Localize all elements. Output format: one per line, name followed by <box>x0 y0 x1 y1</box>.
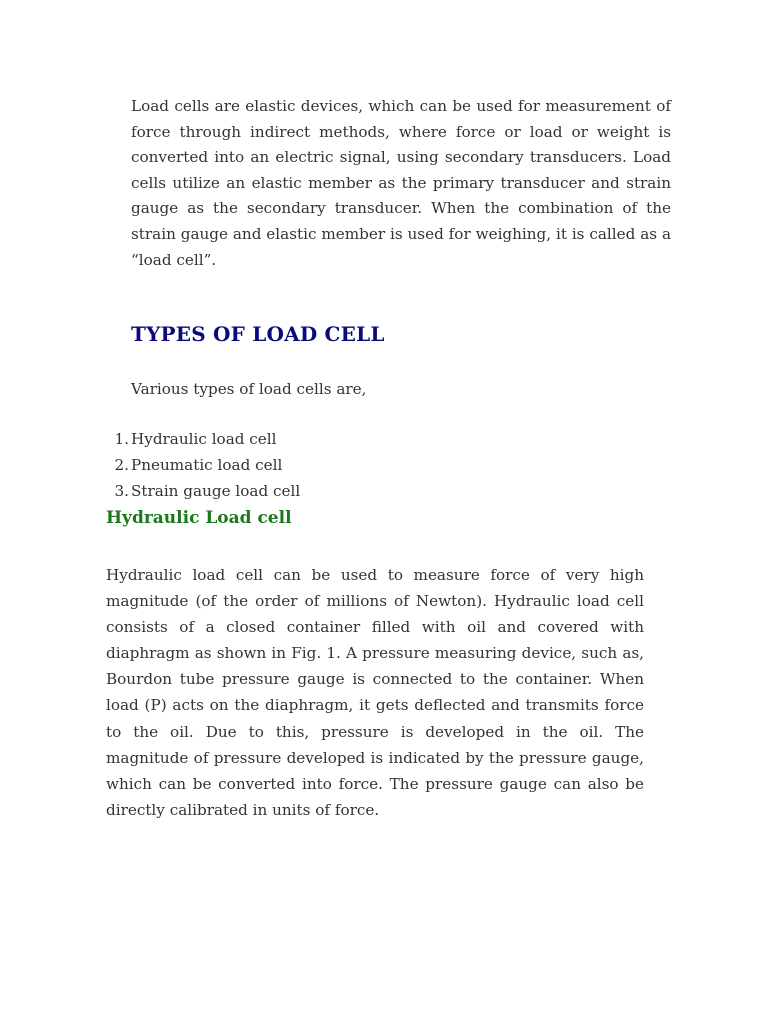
types-intro-text: Various types of load cells are, <box>131 380 367 398</box>
types-list <box>114 426 301 504</box>
list-item-label: Strain gauge load cell <box>131 482 301 500</box>
subsection-title-hydraulic-load-cell: Hydraulic Load cell <box>106 508 292 528</box>
list-item <box>114 452 300 478</box>
list-item-label: Pneumatic load cell <box>131 456 283 474</box>
list-item-number: 3. <box>114 482 129 500</box>
hydraulic-paragraph: Hydraulic load cell can be used to measure force of very high magnitude (of the order of millions of Newton). Hydraulic load cell consists of a closed container filled with oil and covered with diaphragm as shown in Fig. 1. A pressure measuring device, such as, Bourdon tube pressure gauge is connected to the container. When load (P) acts on the diaphragm, it gets deflected and transmits force to the oil. Due to this, pressure is developed in the oil. The magnitude of pressure developed is indicated by the pressure gauge, which can be converted into force. The pressure gauge can also be directly calibrated in units of force. <box>106 566 644 819</box>
section-title-types-of-load-cell: TYPES OF LOAD CELL <box>131 322 385 346</box>
list-item-number: 2. <box>114 456 129 474</box>
list-item-number: 1. <box>114 430 129 448</box>
list-item-label: Hydraulic load cell <box>131 430 277 448</box>
intro-paragraph: Load cells are elastic devices, which can be used for measurement of force through indirect methods, where force or load or weight is converted into an electric signal, using secondary transducers. Load cells utilize an elastic member as the primary transducer and strain gauge as the secondary transducer. When the combination of the strain gauge and elastic member is used for weighing, it is called as a “load cell”. <box>131 97 671 269</box>
list-item <box>114 478 301 504</box>
list-item <box>114 426 300 452</box>
